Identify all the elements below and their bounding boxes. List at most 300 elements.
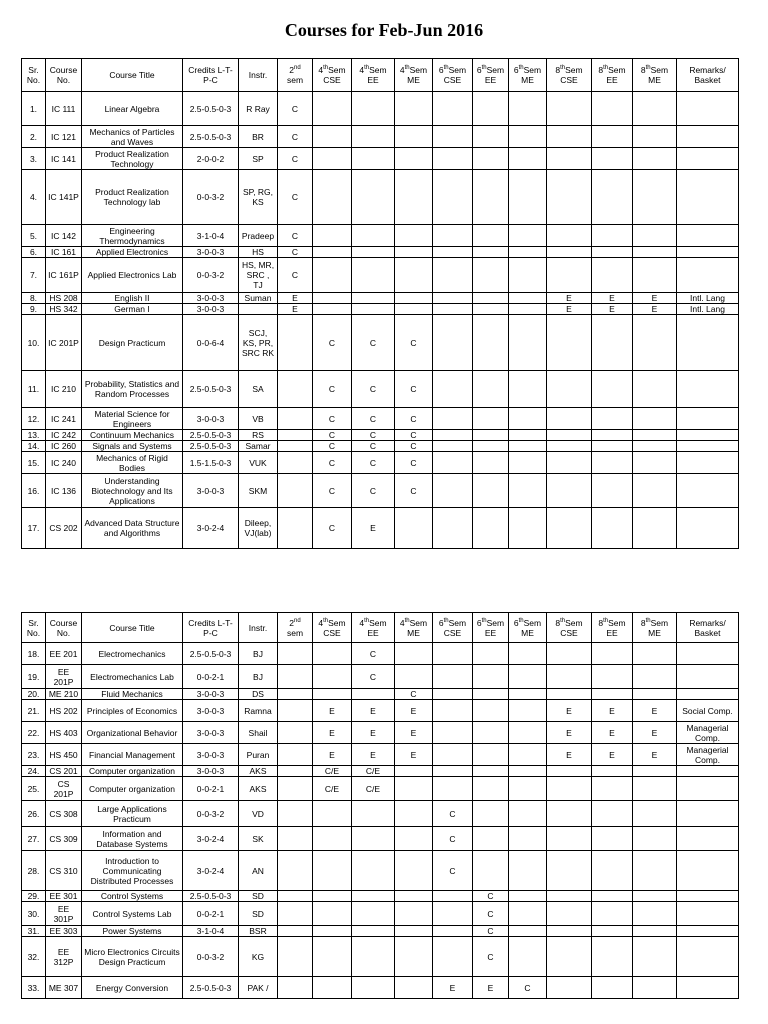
sem4-cse-cell [313,148,352,170]
credits-cell: 0-0-3-2 [183,801,239,827]
course-title-cell: Product Realization Technology lab [82,170,183,225]
sem6-me-cell [509,827,547,851]
sem8-ee-cell [592,225,633,247]
sem4-me-cell [395,225,433,247]
sem8-cse-cell: E [547,304,592,315]
credits-cell: 0-0-2-1 [183,665,239,689]
course-no-cell: IC 260 [46,441,82,452]
sem2-cell [278,926,313,937]
sem8-cse-cell [547,430,592,441]
course-title-cell: Continuum Mechanics [82,430,183,441]
sem8-ee-cell [592,827,633,851]
course-no-cell: CS 201 [46,766,82,777]
course-no-cell: HS 208 [46,293,82,304]
sem6-me-cell [509,508,547,549]
sem2-cell [278,722,313,744]
table-row [22,441,739,452]
sem2-cell [278,452,313,474]
sem6-cse-cell [433,689,473,700]
instr-cell: KG [239,937,278,977]
sem6-ee-cell: C [473,926,509,937]
sem8-ee-cell [592,92,633,126]
sem4-me-cell [395,926,433,937]
remarks-cell [677,92,739,126]
sem8-ee-cell [592,851,633,891]
sem8-ee-cell [592,926,633,937]
header-row [22,59,739,92]
sem4-me-cell [395,977,433,999]
sr-cell: 1. [22,92,46,126]
sem4-ee-cell [352,293,395,304]
sem4-me-cell: C [395,689,433,700]
col-header-4sem-me: 4thSem ME [395,613,433,643]
sem4-me-cell: E [395,700,433,722]
sem4-cse-cell: C [313,408,352,430]
instr-cell: HS [239,247,278,258]
sem2-cell [278,371,313,408]
sem4-ee-cell [352,937,395,977]
sem2-cell [278,430,313,441]
remarks-cell [677,474,739,508]
sem4-me-cell [395,902,433,926]
sem6-me-cell [509,126,547,148]
table-row [22,293,739,304]
credits-cell: 2.5-0.5-0-3 [183,643,239,665]
sem4-cse-cell [313,247,352,258]
instr-cell: BSR [239,926,278,937]
sem4-ee-cell [352,827,395,851]
sem8-me-cell [633,766,677,777]
sem8-cse-cell: E [547,700,592,722]
instr-cell: Samar [239,441,278,452]
sem6-cse-cell [433,777,473,801]
instr-cell: R Ray [239,92,278,126]
sr-cell: 22. [22,722,46,744]
course-title-cell: Principles of Economics [82,700,183,722]
sem6-ee-cell [473,225,509,247]
sem8-cse-cell [547,126,592,148]
credits-cell: 3-0-0-3 [183,700,239,722]
sr-cell: 16. [22,474,46,508]
sem6-ee-cell [473,92,509,126]
sem4-cse-cell: C [313,441,352,452]
sem8-cse-cell: E [547,744,592,766]
table-row [22,315,739,371]
course-title-cell: Signals and Systems [82,441,183,452]
sem8-ee-cell [592,148,633,170]
sem6-cse-cell [433,452,473,474]
sem4-cse-cell: E [313,744,352,766]
col-header-remarks: Remarks/ Basket [677,59,739,92]
course-title-cell: Probability, Statistics and Random Processes [82,371,183,408]
sem4-me-cell [395,827,433,851]
sr-cell: 15. [22,452,46,474]
sem8-me-cell [633,430,677,441]
sem4-me-cell [395,148,433,170]
sem8-me-cell: E [633,744,677,766]
col-header-6sem-cse: 6thSem CSE [433,59,473,92]
sem4-cse-cell [313,902,352,926]
sem8-cse-cell: E [547,293,592,304]
sem8-me-cell [633,148,677,170]
sem8-ee-cell [592,441,633,452]
instr-cell: Suman [239,293,278,304]
sem4-cse-cell [313,689,352,700]
course-rows-1 [22,92,739,549]
sr-cell: 12. [22,408,46,430]
sem8-cse-cell [547,766,592,777]
course-table-1 [21,58,739,549]
instr-cell: AN [239,851,278,891]
sem4-ee-cell [352,304,395,315]
sem4-me-cell: E [395,744,433,766]
col-header-course-no: Course No. [46,59,82,92]
course-no-cell: IC 161P [46,258,82,293]
course-no-cell: ME 307 [46,977,82,999]
sem6-me-cell [509,315,547,371]
sem4-cse-cell [313,851,352,891]
course-no-cell: HS 403 [46,722,82,744]
sem8-ee-cell [592,371,633,408]
sem2-cell [278,689,313,700]
sem6-ee-cell [473,170,509,225]
sem4-ee-cell: C [352,441,395,452]
sem4-cse-cell [313,937,352,977]
sem6-me-cell [509,474,547,508]
sr-cell: 24. [22,766,46,777]
remarks-cell [677,508,739,549]
sem4-ee-cell: C/E [352,766,395,777]
sem4-me-cell: C [395,371,433,408]
sem4-cse-cell: C [313,452,352,474]
sem8-cse-cell [547,371,592,408]
instr-cell: SD [239,902,278,926]
sr-cell: 5. [22,225,46,247]
sem8-ee-cell [592,643,633,665]
sr-cell: 17. [22,508,46,549]
sem6-cse-cell [433,441,473,452]
course-title-cell: Large Applications Practicum [82,801,183,827]
credits-cell: 0-0-3-2 [183,937,239,977]
sem6-ee-cell [473,371,509,408]
sem8-me-cell [633,371,677,408]
sem8-cse-cell [547,225,592,247]
sem4-cse-cell [313,891,352,902]
remarks-cell [677,665,739,689]
credits-cell: 2.5-0.5-0-3 [183,441,239,452]
sem6-me-cell [509,430,547,441]
sr-cell: 25. [22,777,46,801]
remarks-cell [677,225,739,247]
sem2-cell: C [278,225,313,247]
sem6-ee-cell [473,430,509,441]
credits-cell: 3-0-2-4 [183,508,239,549]
remarks-cell: Intl. Lang [677,293,739,304]
table-row [22,744,739,766]
sem8-me-cell [633,665,677,689]
col-header-6sem-me: 6thSem ME [509,613,547,643]
sem4-cse-cell: C [313,474,352,508]
instr-cell: SP, RG, KS [239,170,278,225]
remarks-cell [677,441,739,452]
sem8-ee-cell [592,452,633,474]
credits-cell: 3-0-0-3 [183,744,239,766]
sem6-cse-cell: C [433,827,473,851]
sem6-ee-cell [473,441,509,452]
course-no-cell: HS 450 [46,744,82,766]
sem2-cell [278,801,313,827]
sem6-cse-cell [433,371,473,408]
remarks-cell [677,170,739,225]
sem6-me-cell [509,304,547,315]
sem6-me-cell [509,689,547,700]
sem4-ee-cell: E [352,508,395,549]
col-header-credits: Credits L-T-P-C [183,59,239,92]
sem6-cse-cell [433,247,473,258]
course-title-cell: Fluid Mechanics [82,689,183,700]
sem6-cse-cell [433,744,473,766]
course-no-cell: IC 121 [46,126,82,148]
remarks-cell [677,247,739,258]
sem6-cse-cell [433,258,473,293]
sem8-ee-cell [592,777,633,801]
sem4-ee-cell [352,851,395,891]
sem4-ee-cell: C [352,371,395,408]
sem8-ee-cell: E [592,744,633,766]
table-row [22,777,739,801]
sem8-cse-cell [547,452,592,474]
sem6-cse-cell [433,722,473,744]
sem4-cse-cell: C [313,508,352,549]
sem2-cell [278,902,313,926]
sem8-ee-cell [592,977,633,999]
sem8-me-cell [633,977,677,999]
instr-cell: Shail [239,722,278,744]
sem8-cse-cell [547,258,592,293]
sem8-me-cell: E [633,700,677,722]
course-no-cell: EE 301 [46,891,82,902]
col-header-8sem-ee: 8thSem EE [592,613,633,643]
sem8-me-cell [633,926,677,937]
course-no-cell: CS 202 [46,508,82,549]
instr-cell: Dileep, VJ(lab) [239,508,278,549]
sem8-cse-cell: E [547,722,592,744]
sem8-me-cell [633,777,677,801]
table-row [22,170,739,225]
sem8-cse-cell [547,643,592,665]
sem2-cell [278,851,313,891]
sem6-cse-cell [433,408,473,430]
sem2-cell [278,665,313,689]
sem8-ee-cell [592,665,633,689]
sem6-ee-cell [473,827,509,851]
sem4-ee-cell: C/E [352,777,395,801]
course-no-cell: IC 111 [46,92,82,126]
sr-cell: 9. [22,304,46,315]
sem4-cse-cell [313,293,352,304]
course-no-cell: CS 310 [46,851,82,891]
sem6-cse-cell [433,293,473,304]
course-no-cell: IC 161 [46,247,82,258]
sem8-me-cell [633,408,677,430]
sem8-me-cell [633,474,677,508]
remarks-cell [677,891,739,902]
course-title-cell: Electromechanics [82,643,183,665]
sem6-cse-cell [433,148,473,170]
remarks-cell [677,643,739,665]
sem4-me-cell: C [395,408,433,430]
course-title-cell: German I [82,304,183,315]
sem6-me-cell [509,247,547,258]
instr-cell: HS, MR, SRC , TJ [239,258,278,293]
sem6-cse-cell [433,508,473,549]
sem6-me-cell [509,937,547,977]
sem6-ee-cell [473,304,509,315]
course-no-cell: EE 301P [46,902,82,926]
sem8-ee-cell: E [592,304,633,315]
sem8-cse-cell [547,937,592,977]
sem8-cse-cell [547,926,592,937]
sem4-ee-cell [352,689,395,700]
course-title-cell: Power Systems [82,926,183,937]
instr-cell: Puran [239,744,278,766]
sem8-me-cell: E [633,293,677,304]
sem4-me-cell [395,258,433,293]
sem8-me-cell [633,452,677,474]
sem8-me-cell [633,441,677,452]
sem6-me-cell [509,766,547,777]
sem6-ee-cell [473,744,509,766]
sem4-ee-cell: C [352,665,395,689]
instr-cell: SD [239,891,278,902]
sem2-cell [278,508,313,549]
credits-cell: 0-0-6-4 [183,315,239,371]
sem8-ee-cell [592,170,633,225]
sem6-cse-cell [433,937,473,977]
sem4-cse-cell: C [313,430,352,441]
sem6-ee-cell [473,766,509,777]
sem4-ee-cell [352,891,395,902]
instr-cell: Ramna [239,700,278,722]
credits-cell: 3-0-0-3 [183,722,239,744]
sem4-ee-cell [352,225,395,247]
credits-cell: 2-0-0-2 [183,148,239,170]
col-header-4sem-ee: 4thSem EE [352,59,395,92]
remarks-cell [677,371,739,408]
table-row [22,937,739,977]
sem6-ee-cell: C [473,937,509,977]
sem8-cse-cell [547,247,592,258]
sr-cell: 8. [22,293,46,304]
table-row [22,452,739,474]
sem6-me-cell [509,722,547,744]
instr-cell: SKM [239,474,278,508]
col-header-course-title: Course Title [82,613,183,643]
col-header-8sem-cse: 8thSem CSE [547,59,592,92]
sr-cell: 27. [22,827,46,851]
credits-cell: 2.5-0.5-0-3 [183,891,239,902]
sem6-me-cell [509,891,547,902]
sem8-me-cell [633,851,677,891]
sem4-cse-cell [313,643,352,665]
col-header-instr: Instr. [239,613,278,643]
sem4-cse-cell [313,665,352,689]
sem2-cell [278,408,313,430]
sem2-cell [278,891,313,902]
col-header-credits: Credits L-T-P-C [183,613,239,643]
sr-cell: 3. [22,148,46,170]
sem8-me-cell [633,643,677,665]
course-title-cell: Electromechanics Lab [82,665,183,689]
sem2-cell: E [278,304,313,315]
remarks-cell [677,258,739,293]
instr-cell: RS [239,430,278,441]
course-no-cell: IC 242 [46,430,82,441]
sem6-me-cell [509,371,547,408]
sem6-ee-cell [473,258,509,293]
sr-cell: 26. [22,801,46,827]
sem6-me-cell [509,643,547,665]
table-row [22,926,739,937]
sr-cell: 30. [22,902,46,926]
course-no-cell: IC 136 [46,474,82,508]
sem8-me-cell [633,170,677,225]
sem8-cse-cell [547,891,592,902]
sem6-me-cell [509,170,547,225]
sem4-me-cell [395,247,433,258]
sem6-cse-cell [433,92,473,126]
course-title-cell: Mechanics of Rigid Bodies [82,452,183,474]
credits-cell: 3-0-0-3 [183,689,239,700]
sem6-ee-cell: E [473,977,509,999]
sem6-cse-cell [433,891,473,902]
col-header-8sem-ee: 8thSem EE [592,59,633,92]
sem2-cell [278,777,313,801]
sem6-cse-cell [433,902,473,926]
table-row [22,827,739,851]
sem6-me-cell [509,926,547,937]
sem8-cse-cell [547,777,592,801]
course-title-cell: Engineering Thermodynamics [82,225,183,247]
instr-cell: AKS [239,766,278,777]
sem2-cell: C [278,247,313,258]
col-header-8sem-me: 8thSem ME [633,613,677,643]
sem4-ee-cell [352,902,395,926]
sem4-ee-cell [352,247,395,258]
table-row [22,643,739,665]
sem4-me-cell [395,92,433,126]
sem6-cse-cell [433,170,473,225]
sem8-ee-cell [592,937,633,977]
sr-cell: 14. [22,441,46,452]
sem6-cse-cell [433,430,473,441]
sem8-me-cell: E [633,304,677,315]
sem8-me-cell [633,801,677,827]
sem4-ee-cell [352,148,395,170]
sem6-me-cell [509,777,547,801]
col-header-6sem-ee: 6thSem EE [473,59,509,92]
sem6-me-cell [509,148,547,170]
course-no-cell: EE 312P [46,937,82,977]
instr-cell: DS [239,689,278,700]
sem4-ee-cell: E [352,700,395,722]
col-header-instr: Instr. [239,59,278,92]
sem8-ee-cell: E [592,293,633,304]
sem8-me-cell [633,827,677,851]
table-row [22,126,739,148]
sem6-cse-cell: C [433,851,473,891]
sem2-cell: C [278,148,313,170]
